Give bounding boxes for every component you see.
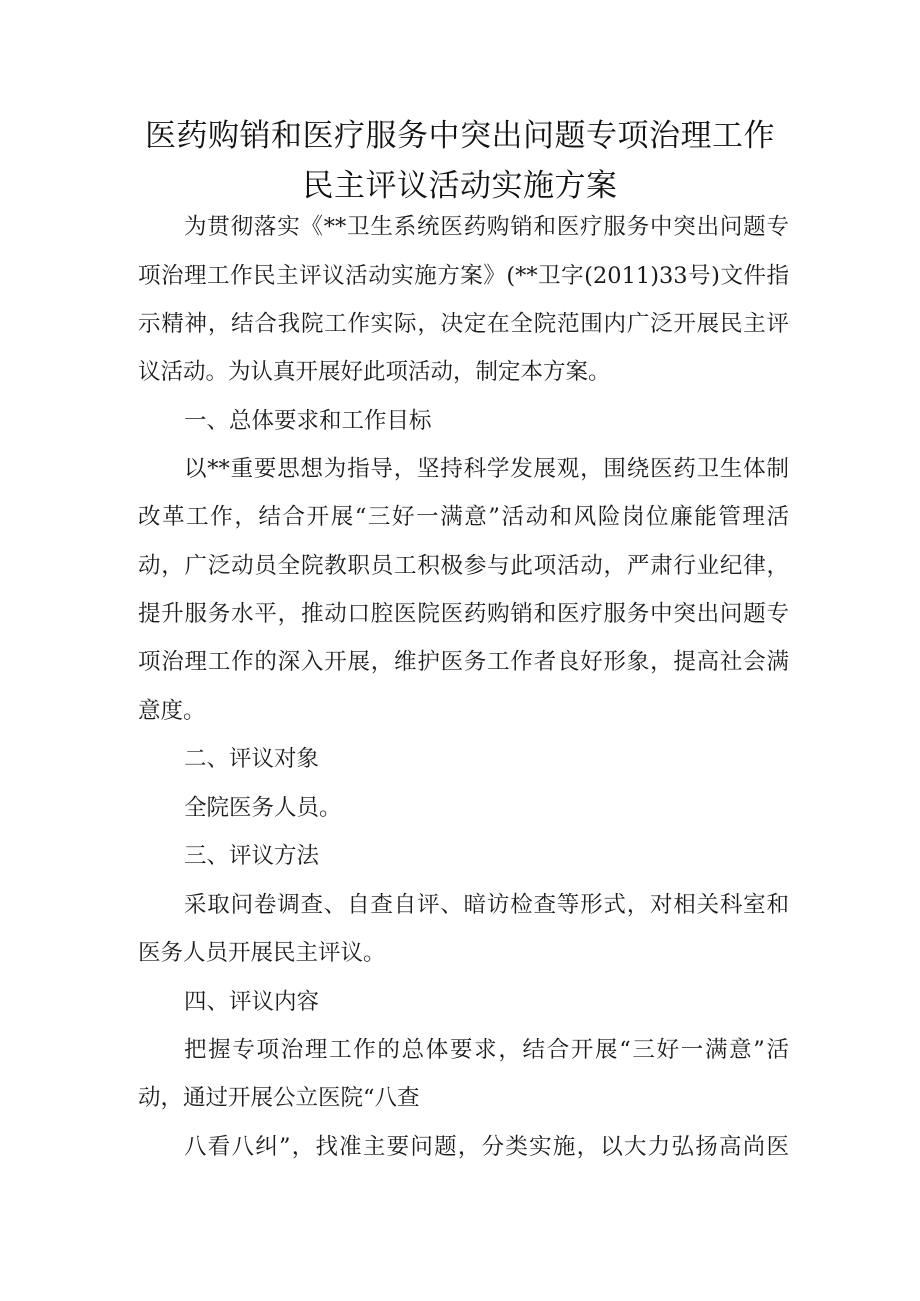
document-title-line-2: 民主评议活动实施方案 [302, 168, 618, 204]
paragraph-line-2: 项治理工作民主评议活动实施方案》(**卫字(2011)33号)文件指 [138, 263, 789, 289]
paragraph-line-15: 动，通过开展公立医院“八查 [138, 1085, 420, 1111]
paragraph-line-9: 项治理工作的深入开展，维护医务工作者良好形象，提高社会满 [138, 649, 789, 675]
paragraph-line-7: 动，广泛动员全院教职员工积极参与此项活动，严肃行业纪律， [138, 553, 789, 579]
paragraph-line-14: 把握专项治理工作的总体要求，结合开展“三好一满意”活 [184, 1037, 789, 1063]
paragraph-line-10: 意度。 [138, 698, 206, 724]
section-heading-1: 一、总体要求和工作目标 [184, 408, 432, 434]
paragraph-line-8: 提升服务水平，推动口腔医院医药购销和医疗服务中突出问题专 [138, 601, 789, 627]
document-title-line-1: 医药购销和医疗服务中突出问题专项治理工作 [145, 118, 775, 154]
paragraph-line-12: 采取问卷调查、自查自评、暗访检查等形式，对相关科室和 [184, 892, 789, 918]
paragraph-line-13: 医务人员开展民主评议。 [138, 940, 386, 966]
section-heading-3: 三、评议方法 [184, 843, 320, 869]
paragraph-line-5: 以**重要思想为指导，坚持科学发展观，围绕医药卫生体制 [184, 456, 789, 482]
section-heading-2: 二、评议对象 [184, 746, 320, 772]
section-heading-4: 四、评议内容 [184, 989, 320, 1015]
paragraph-line-11: 全院医务人员。 [184, 795, 342, 821]
paragraph-line-3: 示精神，结合我院工作实际，决定在全院范围内广泛开展民主评 [138, 311, 789, 337]
paragraph-line-6: 改革工作，结合开展“三好一满意”活动和风险岗位廉能管理活 [138, 504, 789, 530]
paragraph-line-4: 议活动。为认真开展好此项活动，制定本方案。 [138, 359, 611, 385]
paragraph-line-16: 八看八纠”，找准主要问题，分类实施，以大力弘扬高尚医 [184, 1134, 789, 1160]
paragraph-line-1: 为贯彻落实《**卫生系统医药购销和医疗服务中突出问题专 [184, 214, 789, 240]
